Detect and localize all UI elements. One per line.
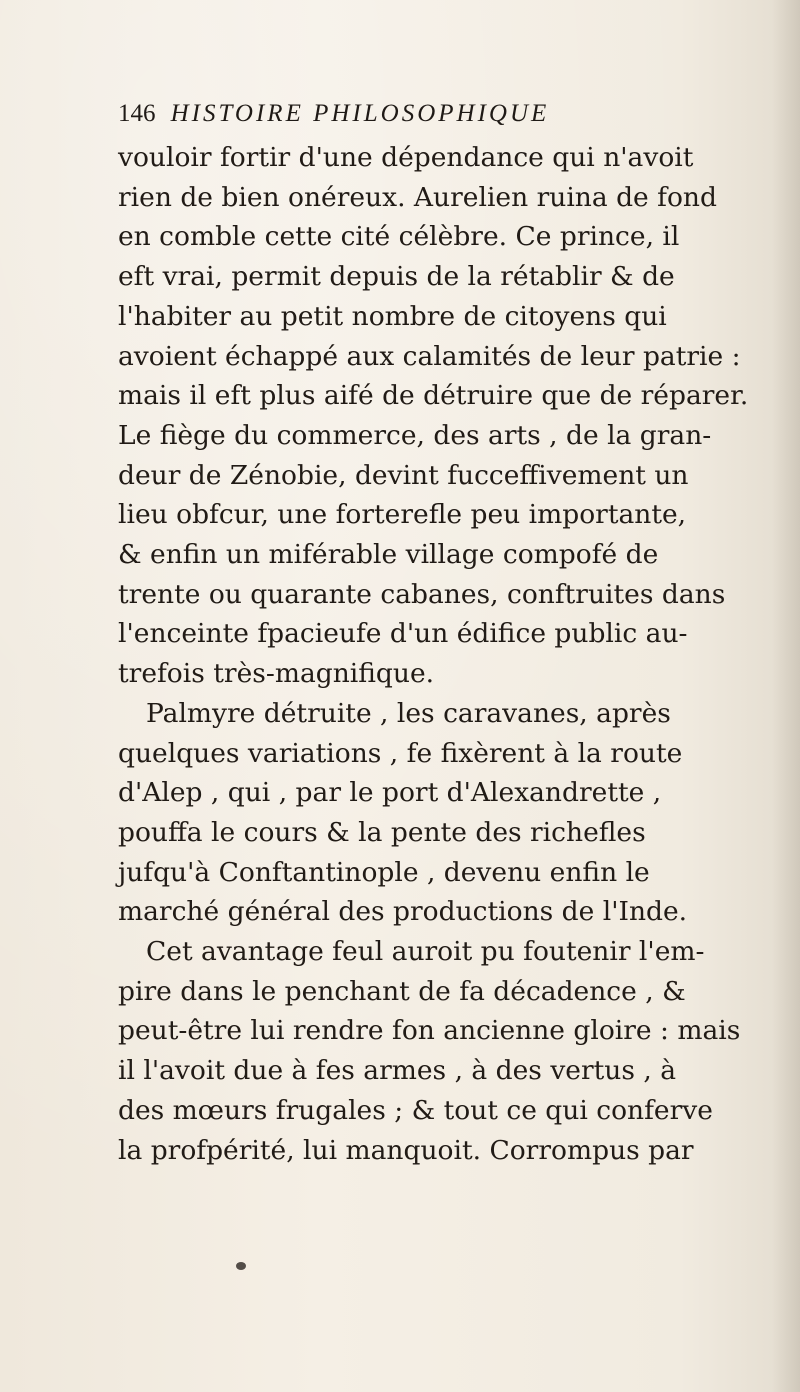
running-title: HISTOIRE PHILOSOPHIQUE (170, 100, 550, 127)
text-line: en comble cette cité célèbre. Ce prince, il (118, 221, 680, 253)
text-line: Le fiège du commerce, des arts , de la gran- (118, 419, 712, 451)
text-line: deur de Zénobie, devint fucceffivement un (118, 459, 689, 491)
text-line: rien de bien onéreux. Aurelien ruina de fond (118, 181, 717, 213)
paragraph-start-line: Cet avantage feul auroit pu foutenir l'em- (146, 936, 705, 968)
text-line: lieu obfcur, une forterefle peu importante, (118, 499, 687, 531)
text-line: des mœurs frugales ; & tout ce qui conferve (118, 1094, 713, 1126)
text-line: jufqu'à Conftantinople , devenu enfin le (118, 856, 650, 888)
text-line: trefois très-magnifique. (118, 658, 435, 690)
body-text (118, 138, 778, 1170)
text-line: la profpérité, lui manquoit. Corrompus par (118, 1134, 694, 1166)
text-line: trente ou quarante cabanes, conftruites dans (118, 578, 726, 610)
ink-spot (236, 1262, 246, 1270)
text-line: marché général des productions de l'Inde. (118, 896, 688, 928)
text-line: avoient échappé aux calamités de leur patrie : (118, 340, 741, 372)
text-line: quelques variations , fe fixèrent à la route (118, 737, 683, 769)
text-line: peut-être lui rendre fon ancienne gloire : mais (118, 1015, 741, 1047)
text-line: pouffa le cours & la pente des richefles (118, 816, 646, 848)
text-line: d'Alep , qui , par le port d'Alexandrette , (118, 777, 662, 809)
text-line: & enfin un miférable village compofé de (118, 539, 659, 571)
page-header (118, 100, 549, 128)
page-number: 146 (118, 100, 156, 127)
text-line: pire dans le penchant de fa décadence , & (118, 975, 686, 1007)
text-line: l'habiter au petit nombre de citoyens qui (118, 300, 667, 332)
text-line: vouloir fortir d'une dépendance qui n'avoit (118, 142, 694, 173)
text-line: mais il eft plus aifé de détruire que de réparer. (118, 380, 749, 412)
paragraph-start-line: Palmyre détruite , les caravanes, après (146, 697, 671, 729)
text-line: eft vrai, permit depuis de la rétablir & de (118, 261, 675, 293)
text-line: l'enceinte fpacieufe d'un édifice public au- (118, 618, 688, 650)
text-line: il l'avoit due à fes armes , à des vertus , à (118, 1055, 677, 1087)
